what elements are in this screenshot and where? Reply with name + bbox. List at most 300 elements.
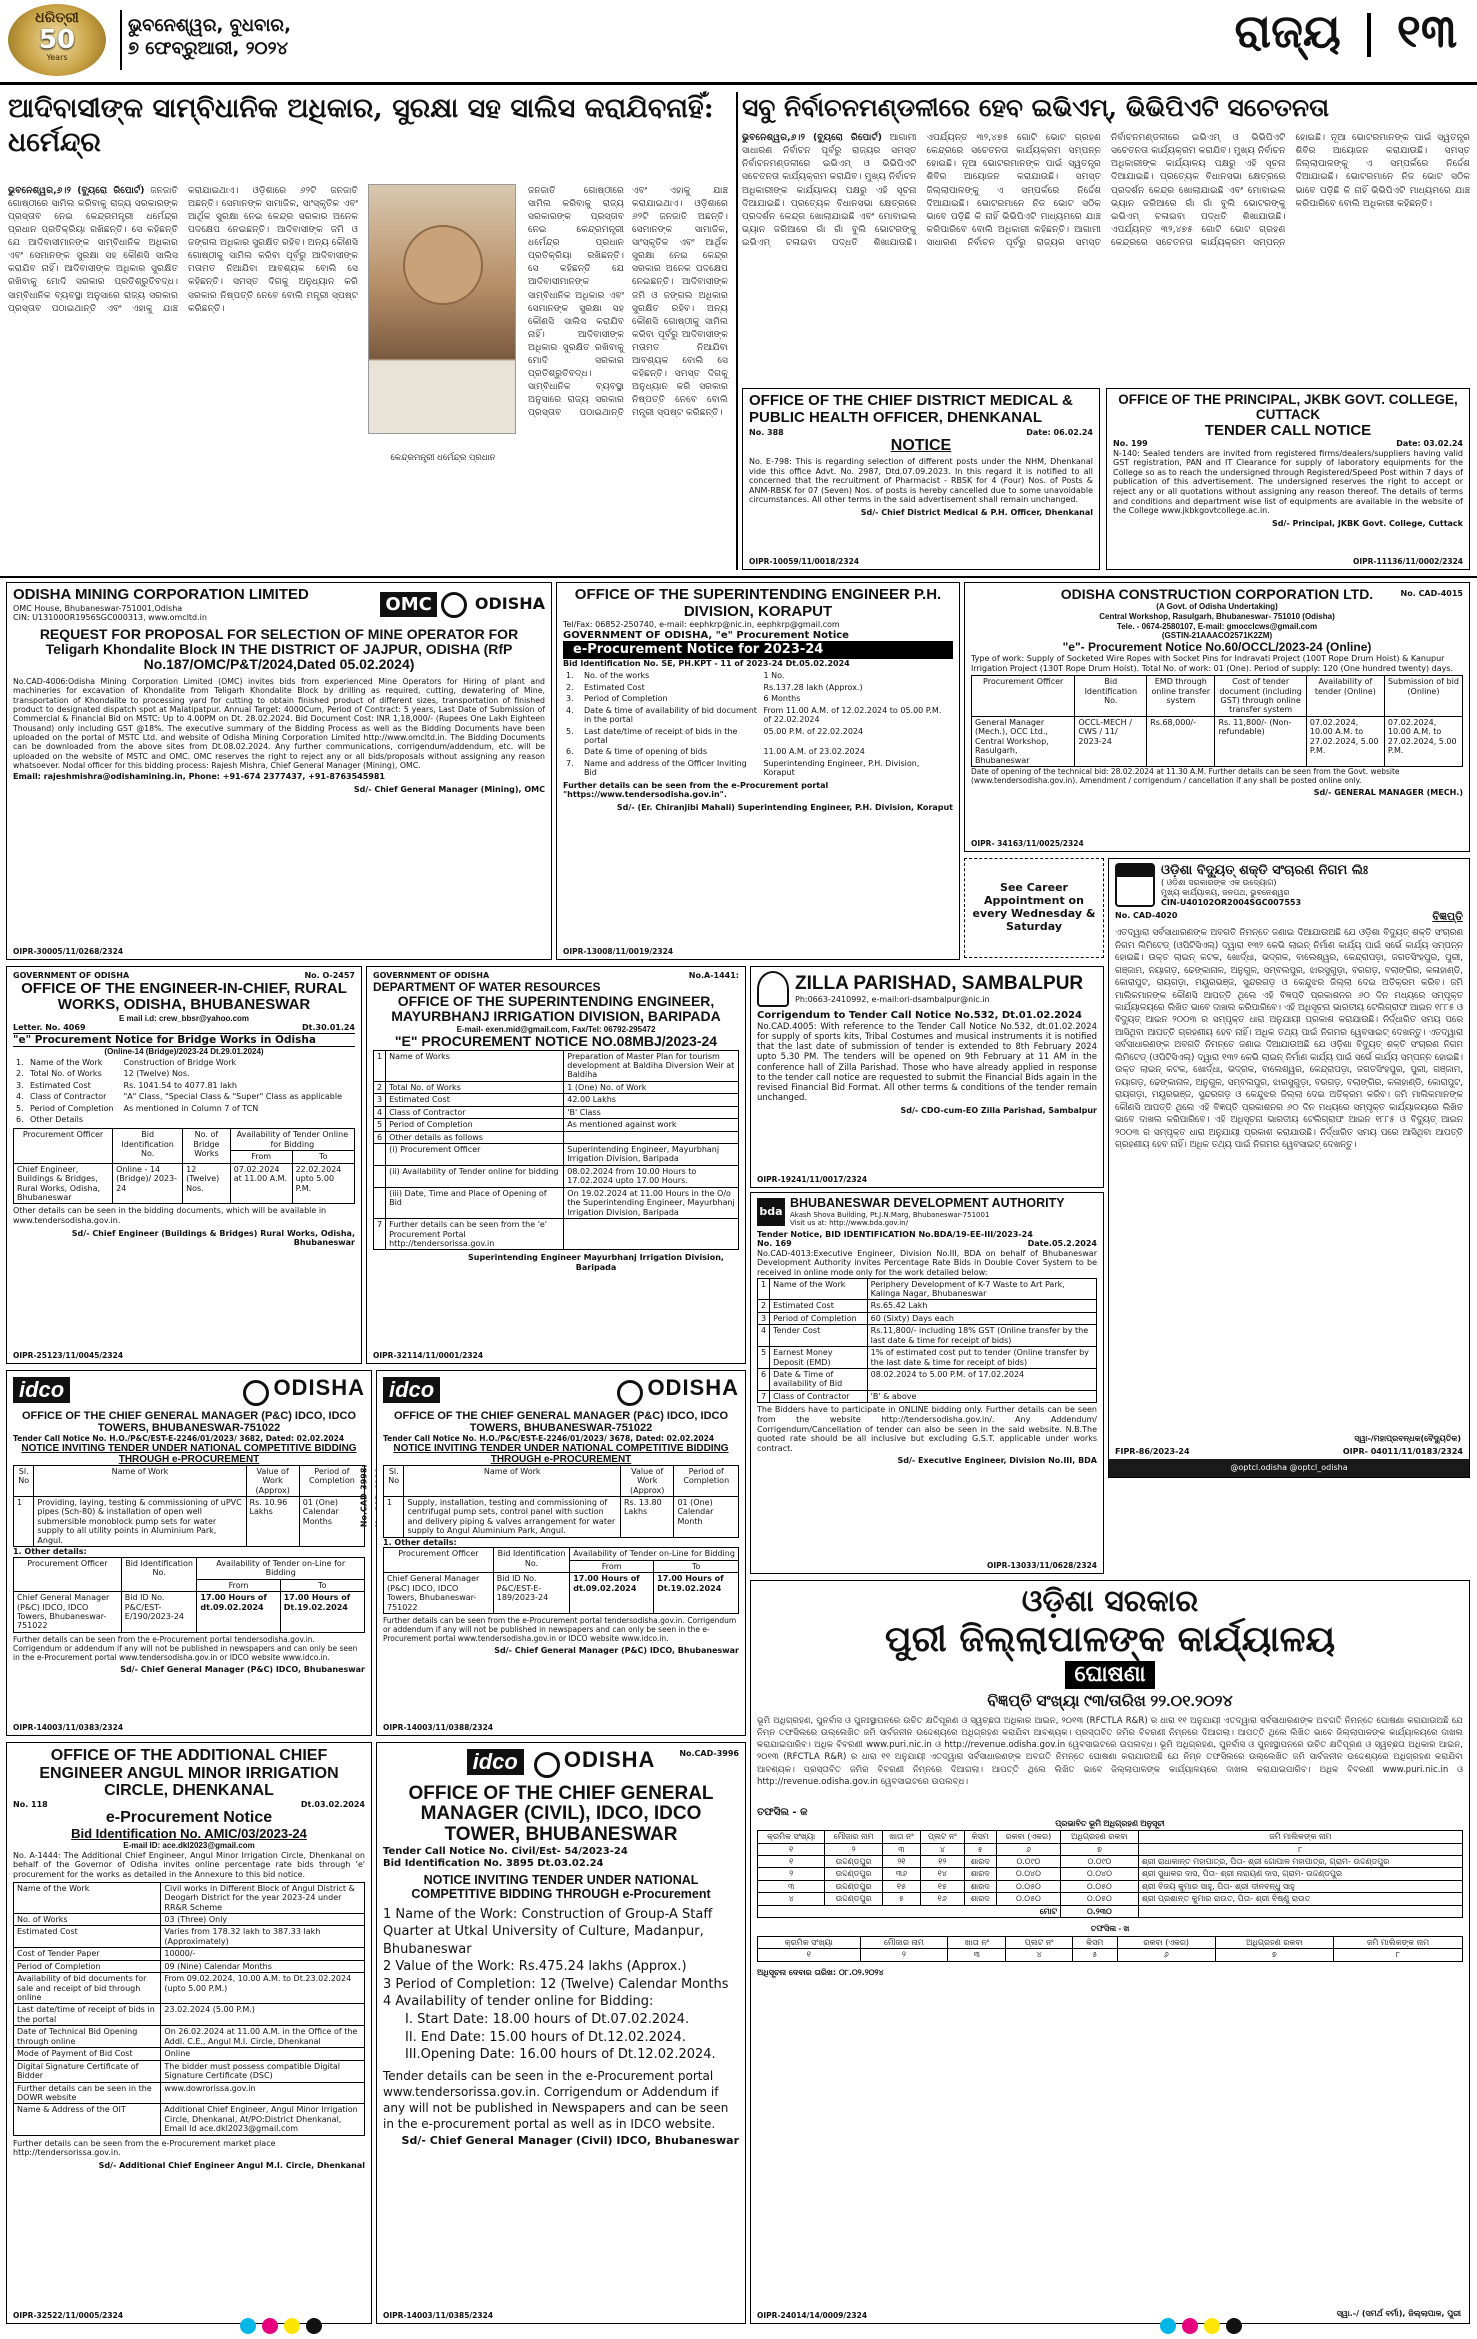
occl-cell: 07.02.2024, 10.00 A.M. to 27.02.2024, 5.00 P.M. — [1306, 716, 1384, 766]
eic-cell: 2. — [16, 1069, 24, 1079]
cdmo-title: OFFICE OF THE CHIEF DISTRICT MEDICAL & PUBLIC HEALTH OFFICER, DHENKANAL — [749, 392, 1073, 426]
idco2-tender-cell: 17.00 Hours of Dt.19.02.2024 — [654, 1573, 739, 1614]
eic-header-row — [14, 1129, 355, 1151]
idco2-tender-header: To — [654, 1560, 739, 1572]
angul-cell: Online — [161, 2048, 365, 2060]
idco1-work-table — [13, 1465, 365, 1548]
eic-tender-cell: 07.02.2024 at 11.00 A.M. — [230, 1163, 292, 1204]
idco1-oipr: OIPR-14003/11/0383/2324 — [13, 1723, 124, 1733]
puri2-index-cell: ୩ — [948, 1949, 1006, 1961]
occl-footer: Date of opening of the technical bid: 28.02.2024 at 11.30 A.M. Further details can be seen from the Govt. website (www.tendersodisha.gov.in). Amendment / corrigendum / cancellation if any shall be posted online only. — [971, 767, 1400, 786]
optcl-title: ଓଡ଼ିଶା ବିଦ୍ୟୁତ୍ ଶକ୍ତି ସଂଚାରଣ ନିଗମ ଲିଃ — [1161, 863, 1369, 878]
section-separator — [1367, 13, 1371, 57]
masthead-divider — [120, 10, 122, 70]
puri2-header: ମୌଜାର ନାମ — [860, 1936, 948, 1948]
optcl-body-text: ଏତଦ୍ୱାରା ସର୍ବସାଧାରଣଙ୍କ ଅବଗତି ନିମନ୍ତେ ଜଣାଇ ଦିଆଯାଉଅଛି ଯେ ଓଡ଼ିଶା ବିଦ୍ୟୁତ୍ ଶକ୍ତି ସଂଚାରଣ ନିଗମ ଲିମିଟେଡ୍ (ଓପିଟିସିଏଲ୍) ଦ୍ୱାରା ୧୩୨ କେଭି ଲାଇନ୍ ନିର୍ମାଣ କାର୍ଯ୍ୟ ପାଇଁ ସର୍ଭେ କାର୍ଯ୍ୟ ସମ୍ପନ୍ନ ହୋଇଛି। ଉକ୍ତ ଲାଇନ୍ କଟକ, ଖୋର୍ଦ୍ଧା, ଭଦ୍ରକ, ବାଲେଶ୍ୱର, କେନ୍ଦ୍ରାପଡ଼ା, ଜଗତସିଂହପୁର, ପୁରୀ, ଗଞ୍ଜାମ, ନୟାଗଡ଼, ଢେଙ୍କାନାଳ, ଅନୁଗୁଳ, ସମ୍ବଲପୁର, ଝାରସୁଗୁଡ଼ା, ବରଗଡ଼, ବଲାଙ୍ଗିର, କଳାହାଣ୍ଡି, କୋରାପୁଟ, ରାୟଗଡ଼ା, ମୟୂରଭଞ୍ଜ, ସୁନ୍ଦରଗଡ଼ ଓ କେନ୍ଦୁଝର ଜିଲ୍ଲା ଦେଇ ଅତିକ୍ରମ କରିବ। ଜମି ମାଲିକମାନଙ୍କ କୌଣସି ଆପତ୍ତି ଥିଲେ ଏହି ବିଜ୍ଞପ୍ତି ପ୍ରକାଶନର ୬୦ ଦିନ ମଧ୍ୟରେ ସମ୍ପୃକ୍ତ କାର୍ଯ୍ୟାଳୟରେ ଲିଖିତ ଭାବେ ଦାଖଲ କରିପାରିବେ। ଏହି ଅଧିସୂଚନା ଭାରତୀୟ ଟେଲିଗ୍ରାଫ ଆଇନ ୧୮୮୫ ଓ ବିଦ୍ୟୁତ୍ ଆଇନ ୨୦୦୩ ର ସମ୍ପୃକ୍ତ ଧାରା ଅନୁଯାୟୀ ପ୍ରକାଶ କରାଯାଉଛି। ନିର୍ଦ୍ଧାରିତ ସମୟ ପରେ ଆସିଥିବା ଆପତ୍ତି ଗ୍ରହଣୀୟ ହେବ ନାହିଁ। ଅଧିକ ତଥ୍ୟ ପାଇଁ ନିଗମର ୱେବସାଇଟ୍ ଦେଖନ୍ତୁ। — [1115, 928, 1463, 1038]
idco2-tender-cell: 17.00 Hours of dt.09.02.2024 — [570, 1573, 654, 1614]
koraput-row — [563, 726, 953, 747]
idco1-cell: Rs. 10.96 Lakhs — [246, 1497, 299, 1547]
cdmo-oipr: OIPR-10059/11/0018/2324 — [749, 557, 860, 567]
angul-cell: www.dowrorissa.gov.in — [161, 2082, 365, 2104]
puri-land-cell: ଶାରଦ — [964, 1880, 996, 1892]
puri-land-cell: ୧ — [758, 1856, 825, 1868]
story2-text-cont: ଆଗାମୀ ସାଧାରଣ ନିର୍ବାଚନ ପୂର୍ବରୁ ରାଜ୍ୟର ସମସ୍ତ ନିର୍ବାଚନମଣ୍ଡଳୀରେ ଇଭିଏମ୍ ଓ ଭିଭିପିଏଟି ସଚେତନତା କାର୍ଯ୍ୟକ୍ରମ କରାଯିବ। ମୁଖ୍ୟ ନିର୍ବାଚନ ଅଧିକାରୀଙ୍କ କାର୍ଯ୍ୟାଳୟ ପକ୍ଷରୁ ଏହି ସୂଚନା ଦିଆଯାଇଛି। ପ୍ରତ୍ୟେକ ବିଧାନସଭା କ୍ଷେତ୍ରରେ ପ୍ରଦର୍ଶନ କେନ୍ଦ୍ର ଖୋଲାଯାଇଛି ଏବଂ ମୋବାଇଲ ଭ୍ୟାନ ଜରିଆରେ ଗାଁ ଗାଁ ବୁଲି ଭୋଟରଙ୍କୁ ଇଭିଏମ୍ ଚଳାଇବା ପଦ୍ଧତି ଶିଖାଯାଉଛି। ଏପର୍ଯ୍ୟନ୍ତ ୩୨,୪୭୫ ଗୋଟି ଭୋଟ ଗ୍ରହଣ କେନ୍ଦ୍ରରେ ସଚେତନତା କାର୍ଯ୍ୟକ୍ରମ ସମ୍ପନ୍ନ ହୋଇଛି। ନୂଆ ଭୋଟରମାନଙ୍କ ପାଇଁ ସ୍ୱତନ୍ତ୍ର ଶିବିର ଆୟୋଜନ କରାଯାଉଛି। ସମସ୍ତ ଜିଲ୍ଲାପାଳଙ୍କୁ ଏ ସମ୍ପର୍କରେ ନିର୍ଦ୍ଦେଶ ଦିଆଯାଇଛି। ଭୋଟରମାନେ ନିଜ ଭୋଟ ସଠିକ ଭାବେ ପଡ଼ିଛି କି ନାହିଁ ଭିଭିପିଏଟି ମାଧ୍ୟମରେ ଯାଞ୍ଚ କରିପାରିବେ ବୋଲି ଅଧିକାରୀ କହିଛନ୍ତି। — [926, 132, 1470, 248]
idco3-item: III.Opening Date: 16.00 hours of Dt.12.02.2024. — [405, 2047, 716, 2063]
puri-land-cell: ୦.୦୪୦ — [996, 1868, 1060, 1880]
dowr-email: E-mail- exen.mid@gmail.com, Fax/Tel: 06792-295472 — [456, 1024, 656, 1034]
idco2-tender-cell: Chief General Manager (P&C) IDCO, IDCO Towers, Bhubaneswar-751022 — [384, 1573, 494, 1614]
koraput-cell: 1. — [566, 671, 574, 681]
idco2-work-table — [383, 1465, 739, 1538]
koraput-cell: Name and address of the Officer Inviting Bid — [584, 758, 747, 778]
eic-cell — [121, 1114, 355, 1125]
odisha-wordmark: ODISHA — [273, 1375, 365, 1400]
occl-gstin: (GSTIN-21AAACO2571K2ZM) — [1161, 631, 1273, 641]
puri-signature: ସ୍ୱା.-/ (ସମର୍ଥ ବର୍ମା), ଜିଲ୍ଲାପାଳ, ପୁରୀ — [1336, 2309, 1461, 2319]
zp-emblem-icon — [757, 971, 789, 1007]
story-tribal-rights — [8, 92, 730, 570]
puri-body-text: ଭୂମି ଅଧିଗ୍ରହଣ, ପୁନର୍ବାସ ଓ ପୁନଃସ୍ଥାପନରେ ଉଚିତ କ୍ଷତିପୂରଣ ଓ ସ୍ୱଚ୍ଛତା ଅଧିକାର ଆଇନ, ୨୦୧୩ (RFCTLA R&R) ର ଧାରା ୧୧ ଅନୁଯାୟୀ ଏତଦ୍ୱାରା ସର୍ବସାଧାରଣଙ୍କ ଅବଗତି ନିମନ୍ତେ ଘୋଷଣା କରାଯାଉଅଛି ଯେ ନିମ୍ନ ତଫସିଲରେ ଉଲ୍ଲେଖିତ ଜମି ସାର୍ବଜନୀନ ଉଦ୍ଦେଶ୍ୟରେ ଅଧିଗ୍ରହଣ କରାଯିବା ଆବଶ୍ୟକ। ପ୍ରସ୍ତାବିତ ଜମିର ବିବରଣୀ ନିମ୍ନରେ ଦିଆଗଲା। ଆପତ୍ତି ଥିଲେ ଲିଖିତ ଭାବେ ଜିଲ୍ଲାପାଳଙ୍କ କାର୍ଯ୍ୟାଳୟରେ ଦାଖଲ କରାଯାଇପାରିବ। ଅଧିକ ବିବରଣୀ www.puri.nic.in ଓ http://revenue.odisha.gov.in ୱେବସାଇଟରେ ଉପଲବ୍ଧ। — [757, 1715, 1463, 1751]
eic-tender-cell: 12 (Twelve) Nos. — [183, 1163, 231, 1204]
idco1-heading: NOTICE INVITING TENDER UNDER NATIONAL COMPETITIVE BIDDING THROUGH e-PROCUREMENT — [21, 1442, 357, 1465]
idco1-signature: Sd/- Chief General Manager (P&C) IDCO, Bhubaneswar — [120, 1664, 365, 1674]
optcl-signature: ସ୍ୱା-/ମହାପ୍ରବନ୍ଧକ(ବୈଦ୍ୟୁତିକ) — [1354, 1433, 1461, 1443]
section-label — [1235, 4, 1457, 58]
dowr-row — [374, 1081, 739, 1093]
koraput-cell: Superintending Engineer, P.H. Division, Koraput — [763, 758, 920, 778]
puri2-header: ରକବା (ଏକର) — [1117, 1936, 1215, 1948]
idco2-tender-header: Procurement Officer — [384, 1548, 494, 1573]
bda-cell: 4 — [758, 1325, 770, 1347]
bda-cell: Rs.65.42 Lakh — [867, 1300, 1096, 1312]
angul-body: No. A-1444: The Additional Chief Engineer, Angul Minor Irrigation Circle, Dhenkanal on behalf of the Governor of Odisha invites online percentage rate bids through 'e' procurement for the works as detailed in the Annexure to this bid notice. — [13, 1850, 365, 1880]
puri-ghosana-banner: ଘୋଷଣା — [1065, 1661, 1156, 1689]
story-evm-awareness — [742, 92, 1470, 382]
optcl-number: No. CAD-4020 — [1115, 911, 1178, 921]
puri-land-row — [758, 1856, 1463, 1868]
jkbk-signature: Sd/- Principal, JKBK Govt. College, Cuttack — [1271, 518, 1463, 528]
eic-cell: 3. — [16, 1080, 24, 1090]
eic-notice: "e" Procurement Notice for Bridge Works in Odisha — [13, 1033, 355, 1047]
eic-oipr: OIPR-25123/11/0045/2324 — [13, 1351, 124, 1361]
cdmo-notice-heading: NOTICE — [890, 437, 952, 455]
puri-index-cell: ୧ — [758, 1843, 825, 1855]
idco2-footer: Further details can be seen from the e-Procurement portal tendersodisha.gov.in. Corrigendum or addendum if any will not be published in newspapers and can only be seen in the e-Procurement portal www.tendersodisha.gov.in or IDCO website www.idco.in. — [383, 1615, 737, 1643]
angul-title: OFFICE OF THE ADDITIONAL CHIEF ENGINEER ANGUL MINOR IRRIGATION CIRCLE, DHENKANAL — [39, 1747, 339, 1800]
koraput-title: OFFICE OF THE SUPERINTENDING ENGINEER P.H. DIVISION, KORAPUT — [574, 586, 942, 620]
dowr-cell — [374, 1144, 386, 1166]
bda-cell: 2 — [758, 1300, 770, 1312]
angul-cell: Additional Chief Engineer, Angul Minor Irrigation Circle, Dhenkanal, At/PO:District Dhenkanal, Email Id ace.dkl2023@gmail.com — [161, 2104, 365, 2135]
optcl-social-bar — [1109, 1459, 1469, 1477]
bda-cell: 1 — [758, 1278, 770, 1300]
eic-gov: GOVERNMENT OF ODISHA — [13, 971, 130, 980]
puri2-header: କ୍ରମିକ ସଂଖ୍ୟା — [758, 1936, 861, 1948]
angul-bid-id: Bid Identification No. AMIC/03/2023-24 — [71, 1825, 307, 1841]
optcl-oipr: OIPR- 04011/11/0183/2324 — [1342, 1447, 1463, 1457]
puri-header: ପ୍ଲଟ ନଂ — [921, 1831, 965, 1843]
puri-land-cell: ୨୧ — [882, 1856, 920, 1868]
koraput-cell: No. of the works — [584, 671, 650, 681]
koraput-bid-id: Bid Identification No. SE, PH.KPT - 11 of 2023-24 Dt.05.02.2024 — [563, 658, 850, 668]
bda-row — [758, 1312, 1097, 1324]
puri-header: କିସମ — [964, 1831, 996, 1843]
idco2-tcn: Tender Call Notice No. H.O./P&C/EST-E-2246/01/2023/ 3678, Dated: 02.02.2024 — [383, 1433, 715, 1443]
koraput-cell: 1 No. — [763, 671, 785, 681]
bda-address: Akash Shova Building, Pt.J.N.Marg, Bhubaneswar-751001 — [790, 1210, 990, 1219]
registration-dot-magenta — [1182, 2318, 1198, 2334]
idco2-tender-header: Availability of Tender on-Line for Bidding — [570, 1548, 739, 1560]
occl-oipr: OIPR- 34163/11/0025/2324 — [971, 839, 1084, 849]
puri-index-cell: ୫ — [964, 1843, 996, 1855]
dowr-cell: Total No. of Works — [386, 1081, 564, 1093]
occl-cell: 07.02.2024, 10.00 A.M. to 27.02.2024, 5.00 P.M. — [1384, 716, 1462, 766]
eic-footer: Other details can be seen in the bidding documents, which will be available in www.tendersodisha.gov.in. — [13, 1206, 327, 1226]
koraput-cell: 4. — [566, 705, 574, 715]
idco1-tender-header: From — [197, 1579, 280, 1591]
puri-land-cell: ୦.୦୫୦ — [996, 1880, 1060, 1892]
eic-letter-no: Letter. No. 4069 — [13, 1023, 86, 1033]
omc-logo-text: OMC — [380, 592, 436, 617]
dowr-signature: Superintending Engineer Mayurbhanj Irrigation Division, Baripada — [468, 1253, 724, 1272]
bda-cell: Class of Contractor — [770, 1390, 868, 1402]
occl-signature: Sd/- GENERAL MANAGER (MECH.) — [1313, 788, 1463, 798]
occl-header: Cost of tender document (including GST) through online transfer system — [1215, 676, 1306, 717]
registration-dot-magenta — [262, 2318, 278, 2334]
eic-date: Dt.30.01.24 — [302, 1023, 355, 1033]
occl-header-row — [972, 676, 1463, 717]
dowr-title: OFFICE OF THE SUPERINTENDING ENGINEER, MAYURBHANJ IRRIGATION DIVISION, BARIPADA — [391, 992, 721, 1025]
ad-cdmo-dhenkanal — [742, 388, 1100, 570]
puri-land-cell: ୧୪ — [921, 1868, 965, 1880]
odisha-wordmark: ODISHA — [647, 1375, 739, 1400]
eic-cell: Period of Completion — [30, 1103, 114, 1113]
eic-cell: 4. — [16, 1092, 24, 1102]
cdmo-signature: Sd/- Chief District Medical & P.H. Officer, Dhenkanal — [860, 508, 1093, 517]
puri-total-value: ୦.୨୩୦ — [1061, 1905, 1139, 1917]
idco3-signature: Sd/- Chief General Manager (Civil) IDCO, Bhubaneswar — [401, 2134, 739, 2148]
idco3-item: II. End Date: 15.00 hours of Dt.12.02.2024. — [405, 2029, 686, 2045]
jkbk-subtitle: TENDER CALL NOTICE — [1204, 421, 1372, 439]
idco3-item: 3 Period of Completion: 12 (Twelve) Calendar Months — [383, 1976, 729, 1992]
puri-land-table-2 — [757, 1936, 1463, 1962]
puri-office: ପୁରୀ ଜିଲ୍ଲାପାଳଙ୍କ କାର୍ଯ୍ୟାଳୟ — [884, 1618, 1336, 1660]
angul-cell: Civil works in Different Block of Angul District & Deogarh District for the year 2023-24 under RR&R Scheme — [161, 1882, 365, 1913]
puri-land-cell: ୧୫ — [882, 1880, 920, 1892]
idco2-header: Value of Work (Approx) — [620, 1465, 673, 1496]
puri2-index-cell: ୨ — [860, 1949, 948, 1961]
dowr-row — [374, 1119, 739, 1131]
idco2-cell: Rs. 13.80 Lakhs — [620, 1497, 673, 1538]
idco3-heading: NOTICE INVITING TENDER UNDER NATIONAL COMPETITIVE BIDDING THROUGH e-Procurement — [411, 1873, 711, 1901]
ad-ph-koraput — [556, 582, 960, 960]
idco1-header: Value of Work (Approx) — [246, 1465, 299, 1496]
puri-header: ମୌଜାର ନାମ — [825, 1831, 882, 1843]
omc-logo — [380, 587, 545, 623]
idco-logo-icon: idco — [383, 1377, 440, 1403]
koraput-table — [563, 670, 953, 778]
eic-cell: Construction of Bridge Work — [123, 1057, 237, 1067]
dowr-cell: Class of Contractor — [386, 1106, 564, 1118]
idco1-tender-row — [14, 1592, 365, 1633]
bda-cell: 3 — [758, 1312, 770, 1324]
puri-land-cell: ୫ — [882, 1893, 920, 1905]
koraput-cell: Date & time of opening of bids — [584, 747, 707, 757]
puri-land-row — [758, 1880, 1463, 1892]
ad-eic-rural-works — [6, 966, 362, 1364]
optcl-logo-icon — [1115, 863, 1155, 907]
idco2-header: Sl. No — [384, 1465, 404, 1496]
puri2-index-cell: ୪ — [1006, 1949, 1072, 1961]
omc-address: OMC House, Bhubaneswar-751001,Odisha — [13, 603, 183, 613]
dowr-row — [374, 1131, 739, 1143]
dowr-cell: 08.02.2024 from 10.00 Hours to 17.02.2024 upto 17.00 Hours. — [564, 1165, 739, 1187]
puri-body — [757, 1715, 1463, 1807]
bda-cell: Periphery Development of K-7 Waste to Art Park, Kalinga Nagar, Bhubaneswar — [867, 1278, 1096, 1300]
koraput-signature: Sd/- (Er. Chiranjibi Mahali) Superintending Engineer, P.H. Division, Koraput — [616, 802, 953, 812]
idco3-title: OFFICE OF THE CHIEF GENERAL MANAGER (CIVIL), IDCO, IDCO TOWER, BHUBANESWAR — [408, 1782, 714, 1846]
puri-header-row — [758, 1831, 1463, 1843]
dowr-cell: Superintending Engineer, Mayurbhanj Irrigation Division, Baripada — [564, 1144, 739, 1166]
idco1-tender-table — [13, 1557, 365, 1633]
koraput-cell: Date & time of availability of bid document in the portal — [584, 705, 757, 725]
eic-cell: Estimated Cost — [30, 1080, 91, 1090]
idco-logo-icon: idco — [13, 1377, 70, 1403]
dowr-cell: 'B' Class — [564, 1106, 739, 1118]
occl-header: Submission of bid (Online) — [1384, 676, 1462, 717]
puri-land-cell: ଶ୍ରୀ ରାଧାକାନ୍ତ ମହାପାତ୍ର, ପିତା- ଶ୍ରୀ ଗୋପାଳ ମହାପାତ୍ର, ଗ୍ରାମ- ଉଦ୍ଦଣ୍ଡପୁର — [1138, 1856, 1462, 1868]
puri-land-cell: ୦.୦୫୦ — [1061, 1893, 1139, 1905]
masthead — [0, 0, 1477, 80]
idco2-tender-header: Bid Identification No. — [493, 1548, 569, 1573]
idco1-row — [14, 1497, 365, 1547]
idco-logo-icon: idco — [467, 1749, 524, 1775]
ad-omc — [6, 582, 552, 960]
angul-cell: Period of Completion — [14, 1960, 161, 1972]
story2-headline: ସବୁ ନିର୍ବାଚନମଣ୍ଡଳୀରେ ହେବ ଇଭିଏମ୍, ଭିଭିପିଏଟି ସଚେତନତା — [742, 93, 1330, 122]
eic-header: Bid Identification No. — [113, 1129, 183, 1163]
ad-idco-pc-2 — [359, 1370, 746, 1736]
bda-title: BHUBANESWAR DEVELOPMENT AUTHORITY — [790, 1196, 1065, 1210]
ad-jkbk-college — [1106, 388, 1470, 570]
optcl-fipr: FIPR-86/2023-24 — [1115, 1447, 1190, 1457]
optcl-body — [1115, 927, 1463, 1152]
koraput-footer: Further details can be seen from the e-Procurement portal "https://www.tendersodisha.gov.in". — [563, 780, 829, 800]
idco1-cell: Providing, laying, testing & commissioning of uPVC pipes (Sch-80) & installation of open well submersible monoblock pump sets for water supply to all utility points in Aluminium Park, Angul. — [34, 1497, 246, 1547]
odisha-logo-icon — [441, 592, 467, 618]
bda-cell: 'B' & above — [867, 1390, 1096, 1402]
idco1-tcn: Tender Call Notice No. H.O./P&C/EST-E-2246/01/2023/ 3682, Dated: 02.02.2024 — [13, 1433, 345, 1443]
angul-oipr: OIPR-32522/11/0005/2324 — [13, 2311, 124, 2321]
angul-row — [14, 2060, 365, 2082]
eic-header: Procurement Officer — [14, 1129, 113, 1163]
dowr-row — [374, 1106, 739, 1118]
puri-header: ଖାତା ନଂ — [882, 1831, 920, 1843]
omc-contact: Email: rajeshmishra@odishamining.in, Phone: +91-674 2377437, +91-8763545981 — [13, 772, 385, 782]
angul-number: No. 118 — [13, 1799, 48, 1809]
badge-years-number: 50 — [38, 24, 76, 55]
angul-row — [14, 2104, 365, 2135]
ad-idco-civil — [376, 1742, 746, 2324]
zp-oipr: OIPR-19241/11/0017/2324 — [757, 1175, 868, 1185]
dowr-cell — [564, 1131, 739, 1143]
angul-row — [14, 1960, 365, 1972]
koraput-cell: Estimated Cost — [584, 682, 645, 692]
eic-cell: 6. — [16, 1114, 24, 1124]
bda-row — [758, 1325, 1097, 1347]
puri-land-cell: ୩ — [758, 1880, 825, 1892]
bda-logo-icon: bda — [757, 1198, 785, 1226]
koraput-cell: From 11.00 A.M. of 12.02.2024 to 05.00 P.M. of 22.02.2024 — [763, 705, 942, 725]
dowr-row — [374, 1219, 739, 1250]
section-rule-1 — [0, 576, 1477, 578]
bda-row — [758, 1390, 1097, 1402]
puri-gov: ଓଡ଼ିଶା ସରକାର — [1021, 1584, 1199, 1619]
angul-cell: 10000/- — [161, 1948, 365, 1960]
puri-total-empty — [1138, 1905, 1462, 1917]
story1-body-cont: ଜନଜାତି ଗୋଷ୍ଠୀରେ ସାମିଲ କରିବାକୁ ରାଜ୍ୟ ସରକାରଙ୍କ ପ୍ରସ୍ତାବ ନେଇ କେନ୍ଦ୍ରମନ୍ତ୍ରୀ ଧର୍ମେନ୍ଦ୍ର ପ୍ରଧାନ ପ୍ରତିକ୍ରିୟା ରଖିଛନ୍ତି। ସେ କହିଛନ୍ତି ଯେ ଆଦିବାସୀମାନଙ୍କ ସାମ୍ବିଧାନିକ ଅଧିକାର ଏବଂ ସେମାନଙ୍କ ସୁରକ୍ଷା ସହ କୌଣସି ସାଲିସ କରାଯିବ ନାହିଁ। ଆଦିବାସୀଙ୍କ ଅଧିକାର ସୁରକ୍ଷିତ ରଖିବାକୁ ମୋଦି ସରକାର ପ୍ରତିଶ୍ରୁତିବଦ୍ଧ। ସାମ୍ବିଧାନିକ ବ୍ୟବସ୍ଥା ଅନୁସାରେ ରାଜ୍ୟ ସରକାର ପ୍ରସ୍ତାବ ପଠାଇଥାନ୍ତି ଏବଂ ଏହାକୁ ଯାଞ୍ଚ କରାଯାଇଥାଏ। ଓଡ଼ିଶାରେ ୬୨ଟି ଜନଜାତି ଅଛନ୍ତି। ସେମାନଙ୍କ ସାମାଜିକ, ସାଂସ୍କୃତିକ ଏବଂ ଆର୍ଥିକ ସୁରକ୍ଷା ନେଇ କେନ୍ଦ୍ର ସରକାର ଅନେକ ପଦକ୍ଷେପ ନେଇଛନ୍ତି। ଆଦିବାସୀଙ୍କ ଜମି ଓ ଜଙ୍ଗଲ ଅଧିକାର ସୁରକ୍ଷିତ ରହିବ। ଅନ୍ୟ କୌଣସି ଗୋଷ୍ଠୀକୁ ସାମିଲ କରିବା ପୂର୍ବରୁ ଆଦିବାସୀଙ୍କ ମତାମତ ନିଆଯିବା ଆବଶ୍ୟକ ବୋଲି ସେ କହିଛନ୍ତି। ସମସ୍ତ ଦିଗକୁ ଅନୁଧ୍ୟାନ କରି ସରକାର ନିଷ୍ପତ୍ତି ନେବେ ବୋଲି ମନ୍ତ୍ରୀ ସ୍ପଷ୍ଟ କରିଛନ୍ତି। — [528, 185, 728, 419]
puri2-index-cell: ୭ — [1215, 1949, 1333, 1961]
cdmo-number: No. 388 — [749, 428, 784, 437]
occl-title: ODISHA CONSTRUCTION CORPORATION LTD. — [1060, 586, 1374, 602]
idco1-tender-header: Availability of Tender on-Line for Bidding — [197, 1557, 365, 1579]
puri2-header: ଅଧିଗ୍ରହଣ ରକବା — [1215, 1936, 1333, 1948]
story1-photo — [368, 184, 516, 463]
dowr-cell: Further details can be seen from the 'e' Procurement Portal http://tendersorissa.gov.in — [386, 1219, 564, 1250]
occl-header: Procurement Officer — [972, 676, 1075, 717]
puri-land-cell: ଶାରଦ — [964, 1868, 996, 1880]
puri-land-cell: ଶ୍ରୀ ସୁଧାକର ଦାସ, ପିତା- ଶ୍ରୀ ନାରାୟଣ ଦାସ, ଗ୍ରାମ- ଉଦ୍ଦଣ୍ଡପୁର — [1138, 1868, 1462, 1880]
bda-cell: Rs.11,800/- including 18% GST (Online transfer by the last date & time for receipt of bids) — [867, 1325, 1096, 1347]
idco2-header-row — [384, 1465, 739, 1496]
dowr-cell: (iii) Date, Time and Place of Opening of Bid — [386, 1187, 564, 1218]
puri-tapasil-sub: ପ୍ରଭାବିତ ଭୂମି ଅଧିଗ୍ରହଣ ଅନୁସୂଚୀ — [1055, 1818, 1165, 1828]
dowr-row — [374, 1187, 739, 1218]
occl-number: No. CAD-4015 — [1400, 589, 1463, 598]
puri-total-row — [758, 1905, 1463, 1917]
puri-index-cell: ୬ — [996, 1843, 1060, 1855]
puri2-index-cell: ୧ — [758, 1949, 861, 1961]
story1-body-right — [528, 184, 728, 564]
idco1-header: Sl. No — [14, 1465, 34, 1496]
idco2-tender-table — [383, 1547, 739, 1614]
eic-details-table — [13, 1057, 355, 1126]
dowr-cell — [374, 1165, 386, 1187]
idco2-cell: 01 (One) Calendar Month — [674, 1497, 739, 1538]
bda-cell: 08.02.2024 to 5.00 P.M. of 17.02.2024 — [867, 1369, 1096, 1391]
eic-header: To — [292, 1151, 354, 1163]
bda-web: Visit us at: http://www.bda.gov.in/ — [790, 1219, 908, 1228]
puri-land-cell: ୨ — [758, 1868, 825, 1880]
bda-cell: Name of the Work — [770, 1278, 868, 1300]
idco1-tender-cell: 17.00 Hours of dt.09.02.2024 — [197, 1592, 280, 1633]
dowr-cell: 3 — [374, 1094, 386, 1106]
puri-land-cell: ୪ — [758, 1893, 825, 1905]
puri-total-label: ମୋଟ — [758, 1905, 1061, 1917]
idco3-tcn: Tender Call Notice No. Civil/Est- 54/2023-24 — [383, 1846, 628, 1858]
bda-row — [758, 1278, 1097, 1300]
dowr-cell: As mentioned against work — [564, 1119, 739, 1131]
idco3-item: I. Start Date: 18.00 hours of Dt.07.02.2024. — [405, 2011, 690, 2027]
bda-footer: The Bidders have to participate in ONLINE bidding only. Further details can be seen from the website http://tendersodisha.gov.in/. Any Addendum/ Corrigendum/Cancellation of tender can also be seen in the said website. N.B.The quoted rate should be all inclusive but excluding G.S.T. applicable under works contract. — [757, 1405, 1097, 1453]
registration-dot-black — [306, 2318, 322, 2334]
angul-notice: e-Procurement Notice — [105, 1809, 273, 1827]
bda-oipr: OIPR-13033/11/0628/2324 — [986, 1561, 1097, 1571]
ad-puri-collector — [750, 1580, 1470, 2324]
puri2-index-cell: ୬ — [1117, 1949, 1215, 1961]
odisha-logo-icon — [534, 1752, 560, 1778]
badge-years-label: Years — [46, 52, 68, 62]
optcl-cin: CIN-U40102OR2004SGC007553 — [1161, 897, 1302, 907]
puri-land-cell: ୧୫ — [921, 1880, 965, 1892]
eic-tender-cell: Chief Engineer, Buildings & Bridges, Rural Works, Odisha, Bhubaneswar — [14, 1163, 113, 1204]
puri-index-cell: ୭ — [1061, 1843, 1139, 1855]
koraput-cell: Rs.137.28 lakh (Approx.) — [763, 682, 863, 692]
zp-body: No.CAD.4005: With reference to the Tender Call Notice No.532, dt.01.02.2024 for supply of sports kits, Tribal Costumes and musical instruments it is notified that the last date of submission of tender is extended to 8th February 2024 upto 5.30 PM. The tenders will be opened on 9th February at 11 AM in the conference hall of Zilla Parishad. Those who have already applied in response to the tender call notice are requested to submit the Financial Bids again in the revised Financial Bid Format. All other terms & conditions of the tender remain unchanged. — [757, 1021, 1097, 1104]
puri-land-row — [758, 1868, 1463, 1880]
puri2-index-cell: ୫ — [1072, 1949, 1117, 1961]
ad-zilla-parishad — [750, 966, 1104, 1188]
idco1-tender-header: Bid Identification No. — [121, 1557, 197, 1591]
idco2-title: OFFICE OF THE CHIEF GENERAL MANAGER (P&C) IDCO, IDCO TOWERS, BHUBANESWAR-751022 — [393, 1409, 729, 1434]
idco2-oipr: OIPR-14003/11/0388/2324 — [383, 1723, 494, 1733]
omc-body: No.CAD-4006:Odisha Mining Corporation Limited (OMC) invites bids from experienced Mine Operators for Hiring of plant and machineries for excavation of Khondalite from Teligarh Khondalite Block by drilling as required, cutting, dewatering of Mine, transportation of Khondalite to processing yard for cutting to obtain finished product of different sizes, transportation of finished product to designated dispatch spot at Malatipatpur. Annual Target: 4000Cum, Period of Contract: 5 years, Last Date of Submission of Commercial & Financial Bid on MSTC: Up to 4.00PM on Dt. 28.02.2024. Bid Document Cost: INR 1,18,000/- (Rupees One Lakh Eighteen Thousand) only including GST @18%. The executive summary of the Bidding Process as well as the Bidding Documents have been uploaded on the portal of MSTC Ltd. and website of Odisha Mining Corporation Limited http://www.omcltd.in. The Bidding Documents can be downloaded from the above sites from Dt.08.02.2024. Any further communications, corrigendum/addendum, etc. will be uploaded on the website of MSTC and OMC. OMC reserves the right to reject any or all bids/proposals without assigning any reason whatsoever. Nodal officer for this bidding process: Rajesh Mishra, Chief General Manager (Mining), OMC. — [13, 676, 545, 770]
angul-row — [14, 1926, 365, 1948]
angul-cell: 03 (Three) Only — [161, 1913, 365, 1925]
eic-cell: Rs. 1041.54 to 4077.81 lakh — [123, 1080, 237, 1090]
puri-date: ଅଧିସୂଚନା ଦେବାର ତାରିଖ: ୦୮.୦୨.୨୦୨୪ — [757, 1967, 884, 1977]
eic-cell: Total No. of Works — [30, 1069, 102, 1079]
idco3-bid: Bid Identification No. 3895 Dt.03.02.24 — [383, 1858, 604, 1870]
idco1-tender-header-row — [14, 1557, 365, 1579]
story2-dateline: ଭୁବନେଶ୍ୱର,୬।୨ (ବ୍ୟୁରୋ ରିପୋର୍ଟ) — [742, 132, 882, 144]
puri-land-cell: ୦.୦୪୦ — [1061, 1868, 1139, 1880]
optcl-heading: ବିଜ୍ଞପ୍ତି — [1432, 910, 1463, 924]
idco2-tender-cell: Bid ID No. P&C/EST-E-189/2023-24 — [493, 1573, 569, 1614]
eic-cell: 1. — [16, 1057, 24, 1067]
koraput-row — [563, 746, 953, 757]
puri-land-cell: ଉଦ୍ଦଣ୍ଡପୁର — [825, 1893, 882, 1905]
dowr-cell: Name of Works — [386, 1050, 564, 1081]
puri-land-cell: ଶାରଦ — [964, 1893, 996, 1905]
occl-cell: General Manager (Mech.), OCC Ltd., Central Workshop, Rasulgarh, Bhubaneswar — [972, 716, 1075, 766]
puri-land-row — [758, 1893, 1463, 1905]
dowr-cell: (ii) Availability of Tender online for bidding — [386, 1165, 564, 1187]
story1-body-left — [8, 184, 358, 564]
photo-caption: କେନ୍ଦ୍ରମନ୍ତ୍ରୀ ଧର୍ମେନ୍ଦ୍ର ପ୍ରଧାନ — [390, 452, 496, 463]
eic-row — [13, 1114, 355, 1125]
angul-cell: Date of Technical Bid Opening through online — [14, 2026, 161, 2048]
story2-text: ଆଗାମୀ ସାଧାରଣ ନିର୍ବାଚନ ପୂର୍ବରୁ ରାଜ୍ୟର ସମସ୍ତ ନିର୍ବାଚନମଣ୍ଡଳୀରେ ଇଭିଏମ୍ ଓ ଭିଭିପିଏଟି ସଚେତନତା କାର୍ଯ୍ୟକ୍ରମ କରାଯିବ। ମୁଖ୍ୟ ନିର୍ବାଚନ ଅଧିକାରୀଙ୍କ କାର୍ଯ୍ୟାଳୟ ପକ୍ଷରୁ ଏହି ସୂଚନା ଦିଆଯାଇଛି। ପ୍ରତ୍ୟେକ ବିଧାନସଭା କ୍ଷେତ୍ରରେ ପ୍ରଦର୍ଶନ କେନ୍ଦ୍ର ଖୋଲାଯାଇଛି ଏବଂ ମୋବାଇଲ ଭ୍ୟାନ ଜରିଆରେ ଗାଁ ଗାଁ ବୁଲି ଭୋଟରଙ୍କୁ ଇଭିଏମ୍ ଚଳାଇବା ପଦ୍ଧତି ଶିଖାଯାଉଛି। ଏପର୍ଯ୍ୟନ୍ତ ୩୨,୪୭୫ ଗୋଟି ଭୋଟ ଗ୍ରହଣ କେନ୍ଦ୍ରରେ ସଚେତନତା କାର୍ଯ୍ୟକ୍ରମ ସମ୍ପନ୍ନ ହୋଇଛି। ନୂଆ ଭୋଟରମାନଙ୍କ ପାଇଁ ସ୍ୱତନ୍ତ୍ର ଶିବିର ଆୟୋଜନ କରାଯାଉଛି। ସମସ୍ତ ଜିଲ୍ଲାପାଳଙ୍କୁ ଏ ସମ୍ପର୍କରେ ନିର୍ଦ୍ଦେଶ ଦିଆଯାଇଛି। ଭୋଟରମାନେ ନିଜ ଭୋଟ ସଠିକ ଭାବେ ପଡ଼ିଛି କି ନାହିଁ ଭିଭିପିଏଟି ମାଧ୍ୟମରେ ଯାଞ୍ଚ କରିପାରିବେ ବୋଲି ଅଧିକାରୀ କହିଛନ୍ତି। — [742, 132, 1101, 248]
koraput-cell: Period of Completion — [584, 694, 668, 704]
idco2-cell: Supply, installation, testing and commissioning of centrifugal pump sets, control panel with suction and delivery piping & valves arrangement for water supply to Angul Aluminium Park, Angul. — [404, 1497, 620, 1538]
badge-title: ଧରିତ୍ରୀ — [35, 10, 79, 26]
eic-signature: Sd/- Chief Engineer (Buildings & Bridges) Rural Works, Odisha, Bhubaneswar — [71, 1228, 355, 1248]
bda-cell: 6 — [758, 1369, 770, 1391]
dateline-block — [128, 14, 291, 61]
angul-cell: No. of Works — [14, 1913, 161, 1925]
ad-bda — [750, 1192, 1104, 1574]
puri-land-cell: ଶାରଦ — [964, 1856, 996, 1868]
bda-row — [758, 1369, 1097, 1391]
angul-cell: Digital Signature Certificate of Bidder — [14, 2060, 161, 2082]
koraput-row — [563, 705, 953, 726]
angul-table — [13, 1882, 365, 2136]
optcl-subtitle: ( ଓଡ଼ିଶା ସରକାରଙ୍କ ଏକ ଉଦ୍ୟୋଗ) — [1161, 878, 1277, 888]
eic-cell: Other Details — [30, 1114, 83, 1124]
dowr-cell: Estimated Cost — [386, 1094, 564, 1106]
eic-number: No. O-2457 — [304, 971, 355, 980]
